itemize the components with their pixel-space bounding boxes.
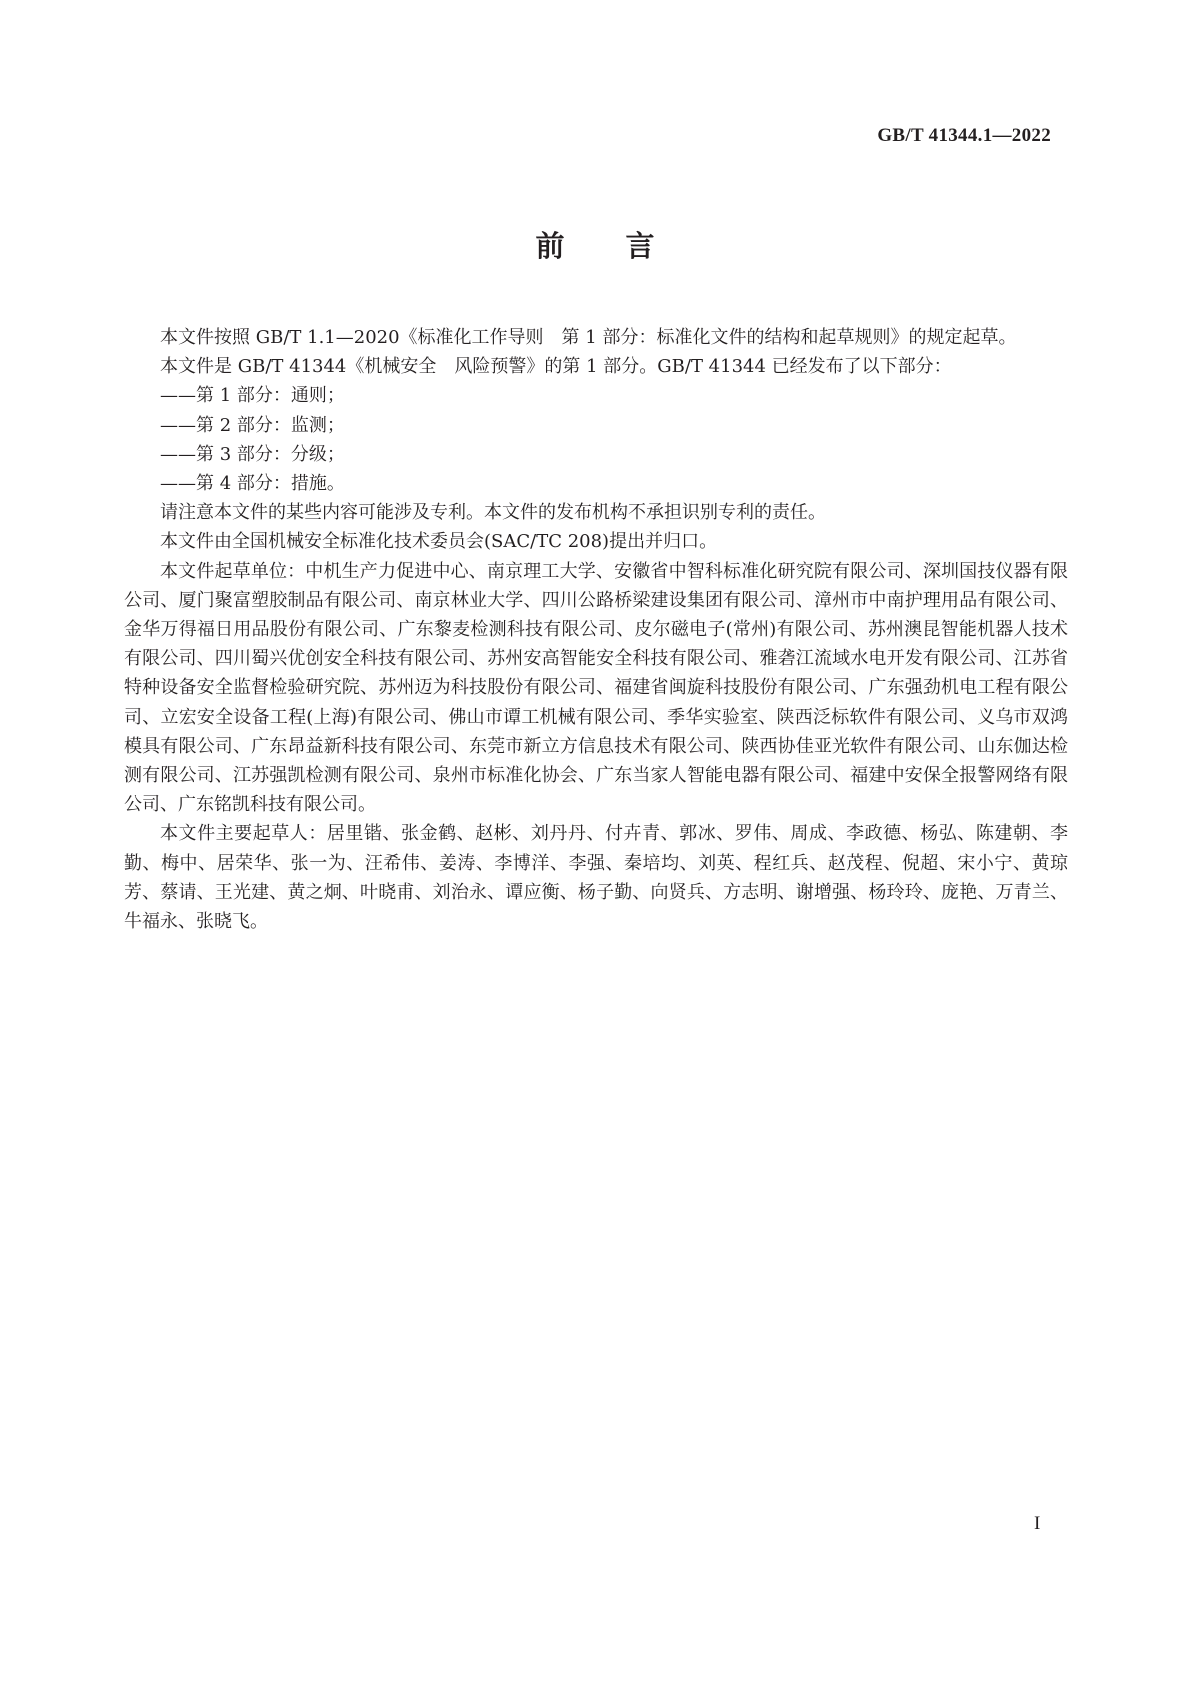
page-title: 前 言 bbox=[535, 229, 656, 263]
standard-number: GB/T 41344.1—2022 bbox=[877, 125, 1051, 146]
list-item-part-3: ——第 3 部分：分级； bbox=[160, 443, 345, 465]
foreword-body bbox=[124, 323, 1068, 936]
list-item-part-1: ——第 1 部分：通则； bbox=[160, 385, 345, 407]
paragraph-drafting-organizations: 本文件起草单位：中机生产力促进中心、南京理工大学、安徽省中智科标准化研究院有限公司、深圳国技仪器有限公司、厦门聚富塑胶制品有限公司、南京林业大学、四川公路桥梁建设集团有限公司、漳州市中南护理用品有限公司、金华万得福日用品股份有限公司、广东黎麦检测科技有限公司、皮尔磁电子(常州)有限公司、苏州澳昆智能机器人技术有限公司、四川蜀兴优创安全科技有限公司、苏州安高智能安全科技有限公司、雅砻江流域水电开发有限公司、江苏省特种设备安全监督检验研究院、苏州迈为科技股份有限公司、福建省闽旋科技股份有限公司、广东强劲机电工程有限公司、立宏安全设备工程(上海)有限公司、佛山市谭工机械有限公司、季华实验室、陕西泛标软件有限公司、义乌市双鸿模具有限公司、广东昂益新科技有限公司、东莞市新立方信息技术有限公司、陕西协佳亚光软件有限公司、山东伽达检测有限公司、江苏强凯检测有限公司、泉州市标准化协会、广东当家人智能电器有限公司、福建中安保全报警网络有限公司、广东铭凯科技有限公司。 bbox=[124, 560, 1068, 816]
paragraph-series-parts: 本文件是 GB/T 41344《机械安全 风险预警》的第 1 部分。GB/T 41344 已经发布了以下部分： bbox=[160, 356, 952, 378]
paragraph-main-drafters: 本文件主要起草人：居里锴、张金鹤、赵彬、刘丹丹、付卉青、郭冰、罗伟、周成、李政德、杨弘、陈建朝、李勤、梅中、居荣华、张一为、汪希伟、姜涛、李博洋、李强、秦培均、刘英、程红兵、赵茂程、倪超、宋小宁、黄琼芳、蔡请、王光建、黄之炯、叶晓甫、刘治永、谭应衡、杨子勤、向贤兵、方志明、谢增强、杨玲玲、庞艳、万青兰、牛福永、张晓飞。 bbox=[124, 823, 1068, 933]
paragraph-drafting-rules: 本文件按照 GB/T 1.1—2020《标准化工作导则 第 1 部分：标准化文件的结构和起草规则》的规定起草。 bbox=[160, 327, 1017, 348]
list-item-part-4: ——第 4 部分：措施。 bbox=[160, 473, 345, 495]
paragraph-proposing-committee: 本文件由全国机械安全标准化技术委员会(SAC/TC 208)提出并归口。 bbox=[160, 531, 718, 553]
list-item-part-2: ——第 2 部分：监测； bbox=[160, 414, 345, 436]
page-number: I bbox=[1034, 1513, 1041, 1534]
paragraph-patent-notice: 请注意本文件的某些内容可能涉及专利。本文件的发布机构不承担识别专利的责任。 bbox=[160, 502, 826, 524]
